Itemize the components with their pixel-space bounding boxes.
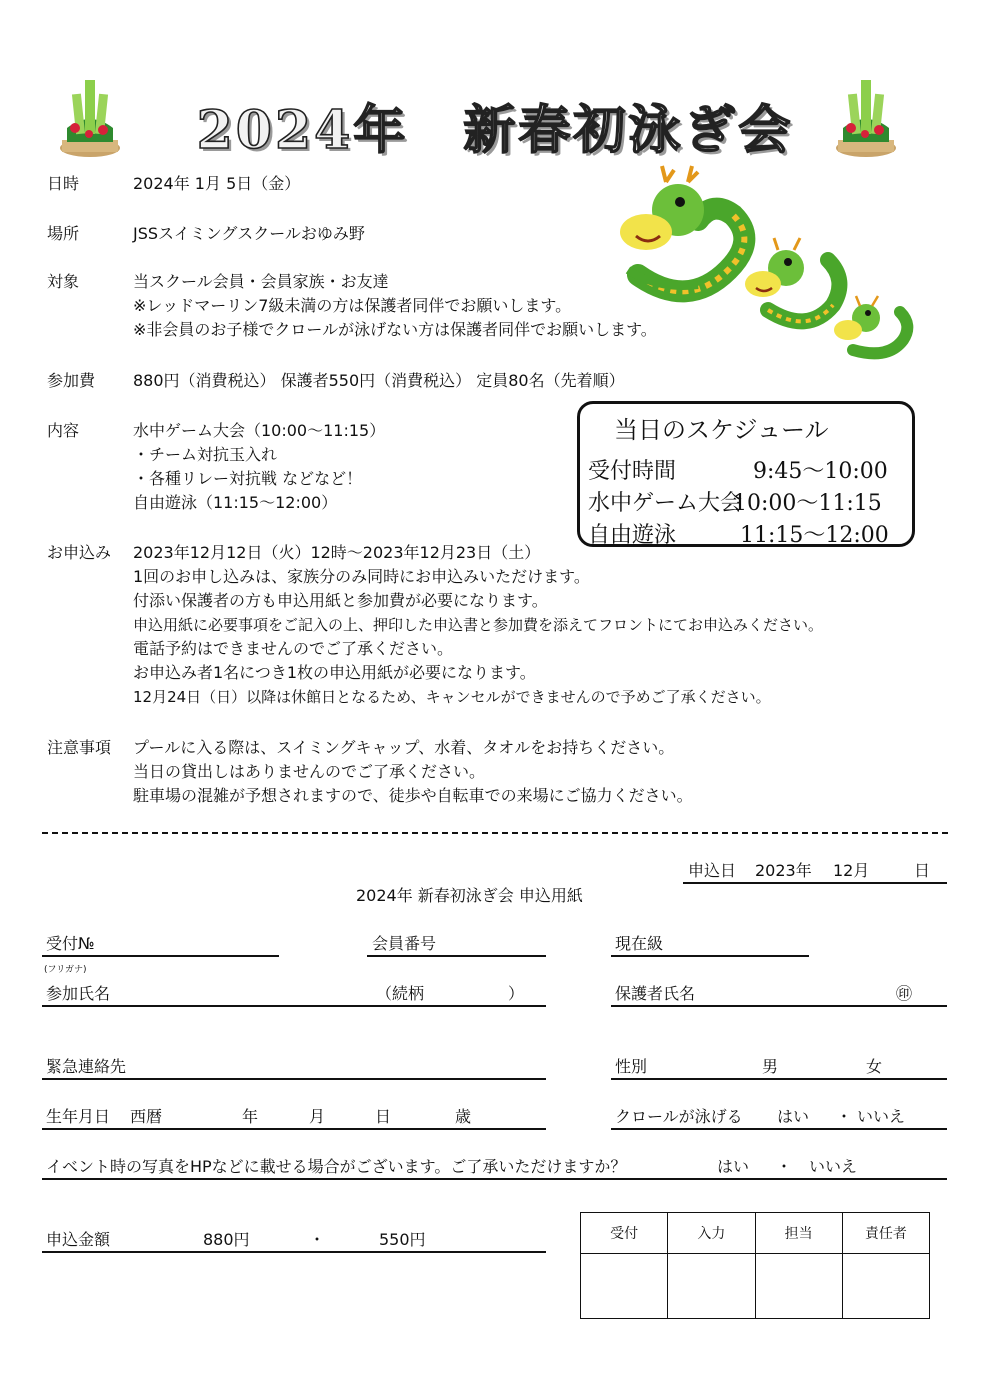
schedule-box [577, 401, 915, 547]
gender-field[interactable] [611, 1056, 947, 1080]
relation-close: ） [508, 984, 525, 1003]
office-stamp-table [580, 1212, 930, 1319]
month-label: 月 [309, 1107, 326, 1126]
apply-line: 12月24日（日）以降は休館日となるため、キャンセルができませんので予めご了承ください。 [133, 688, 771, 706]
birthdate-label: 生年月日 [46, 1107, 111, 1126]
amount-separator: ・ [309, 1230, 326, 1249]
photo-consent-question: イベント時の写真をHPなどに載せる場合がございます。ご了承いただけますか？ [46, 1157, 627, 1176]
apply-line: 2023年12月12日（火）12時～2023年12月23日（土） [133, 543, 541, 562]
crawl-separator: ・ [836, 1107, 853, 1126]
photo-yes-option[interactable]: はい [717, 1157, 750, 1176]
place-value: JSSスイミングスクールおゆみ野 [133, 224, 365, 243]
crawl-label: クロールが泳げる [615, 1107, 743, 1126]
date-value: 2024年 1月 5日（金） [133, 174, 301, 193]
furigana-label: (フリガナ) [44, 965, 87, 975]
stamp-cell[interactable] [581, 1254, 668, 1319]
gender-label: 性別 [615, 1057, 648, 1076]
crawl-yes-option[interactable]: はい [777, 1107, 810, 1126]
relation-label: （続柄 [376, 984, 425, 1003]
crawl-no-option[interactable]: いいえ [857, 1107, 906, 1126]
notes-label: 注意事項 [47, 738, 112, 757]
apply-line: 申込用紙に必要事項をご記入の上、押印した申込書と参加費を添えてフロントにてお申込みください。 [133, 616, 824, 634]
gender-male-option[interactable]: 男 [762, 1057, 779, 1076]
schedule-row [588, 486, 882, 517]
photo-no-option[interactable]: いいえ [809, 1157, 858, 1176]
apply-label: お申込み [47, 543, 112, 562]
schedule-row-time: 11:15～12:00 [740, 523, 889, 548]
member-no-label: 会員番号 [372, 934, 437, 953]
year-label: 年 [242, 1107, 259, 1126]
target-label: 対象 [47, 272, 80, 291]
content-label: 内容 [47, 421, 80, 440]
seal-icon: ㊞ [896, 984, 913, 1003]
amount-option-550[interactable]: 550円 [379, 1230, 426, 1249]
cut-line-divider [42, 832, 948, 834]
amount-option-880[interactable]: 880円 [203, 1230, 250, 1249]
content-line: ・チーム対抗玉入れ [133, 445, 278, 464]
current-level-label: 現在級 [615, 934, 664, 953]
photo-separator: ・ [776, 1157, 793, 1176]
amount-field[interactable] [42, 1229, 546, 1253]
emergency-contact-label: 緊急連絡先 [46, 1057, 127, 1076]
date-label: 日時 [47, 174, 80, 193]
target-line: ※非会員のお子様でクロールが泳げない方は保護者同伴でお願いします。 [133, 320, 657, 339]
apply-line: お申込み者1名につき1枚の申込用紙が必要になります。 [133, 663, 536, 682]
schedule-row-label: 水中ゲーム大会 [588, 491, 743, 516]
notes-line: プールに入る際は、スイミングキャップ、水着、タオルをお持ちください。 [133, 738, 675, 757]
guardian-name-label: 保護者氏名 [615, 984, 696, 1003]
fee-value: 880円（消費税込） 保護者550円（消費税込） 定員80名（先着順） [133, 371, 625, 390]
target-line: ※レッドマーリン7級未満の方は保護者同伴でお願いします。 [133, 296, 572, 315]
stamp-cell[interactable] [755, 1254, 842, 1319]
reception-no-label: 受付№ [46, 934, 95, 953]
day-label: 日 [375, 1107, 392, 1126]
content-line: ・各種リレー対抗戦 などなど！ [133, 469, 363, 488]
stamp-cell[interactable] [668, 1254, 755, 1319]
content-line: 水中ゲーム大会（10:00～11:15） [133, 421, 386, 440]
schedule-title: 当日のスケジュール [614, 416, 829, 444]
fee-label: 参加費 [47, 371, 96, 390]
target-line: 当スクール会員・会員家族・お友達 [133, 272, 389, 291]
age-label: 歳 [455, 1107, 472, 1126]
schedule-row-label: 自由遊泳 [588, 523, 677, 548]
stamp-header-manager: 責任者 [842, 1213, 929, 1254]
gender-female-option[interactable]: 女 [866, 1057, 883, 1076]
place-label: 場所 [47, 224, 80, 243]
notes-line: 駐車場の混雑が予想されますので、徒歩や自転車での来場にご協力ください。 [133, 786, 693, 805]
schedule-row-time: 9:45～10:00 [753, 459, 888, 484]
era-label: 西暦 [130, 1107, 163, 1126]
apply-date-label: 申込日 [688, 861, 737, 880]
amount-label: 申込金額 [46, 1230, 111, 1249]
apply-date-day: 日 [914, 861, 931, 880]
apply-date-year: 2023年 [755, 861, 812, 880]
schedule-row-label: 受付時間 [588, 459, 677, 484]
apply-line: 1回のお申し込みは、家族分のみ同時にお申込みいただけます。 [133, 567, 590, 586]
apply-line: 電話予約はできませんのでご了承ください。 [133, 639, 454, 658]
apply-line: 付添い保護者の方も申込用紙と参加費が必要になります。 [133, 591, 548, 610]
form-title: 2024年 新春初泳ぎ会 申込用紙 [356, 886, 583, 905]
apply-date-month: 12月 [833, 861, 870, 880]
stamp-cell[interactable] [842, 1254, 929, 1319]
notes-line: 当日の貸出しはありませんのでご了承ください。 [133, 762, 486, 781]
schedule-row [588, 454, 888, 485]
stamp-header-input: 入力 [668, 1213, 755, 1254]
participant-name-label: 参加氏名 [46, 984, 111, 1003]
content-line: 自由遊泳（11:15～12:00） [133, 493, 338, 512]
stamp-header-reception: 受付 [581, 1213, 668, 1254]
schedule-row-time: 10:00～11:15 [733, 491, 882, 516]
stamp-header-staff: 担当 [755, 1213, 842, 1254]
schedule-row [588, 518, 889, 549]
page-title: 2024年 新春初泳ぎ会 [196, 100, 794, 161]
participant-name-field[interactable] [42, 983, 546, 1007]
